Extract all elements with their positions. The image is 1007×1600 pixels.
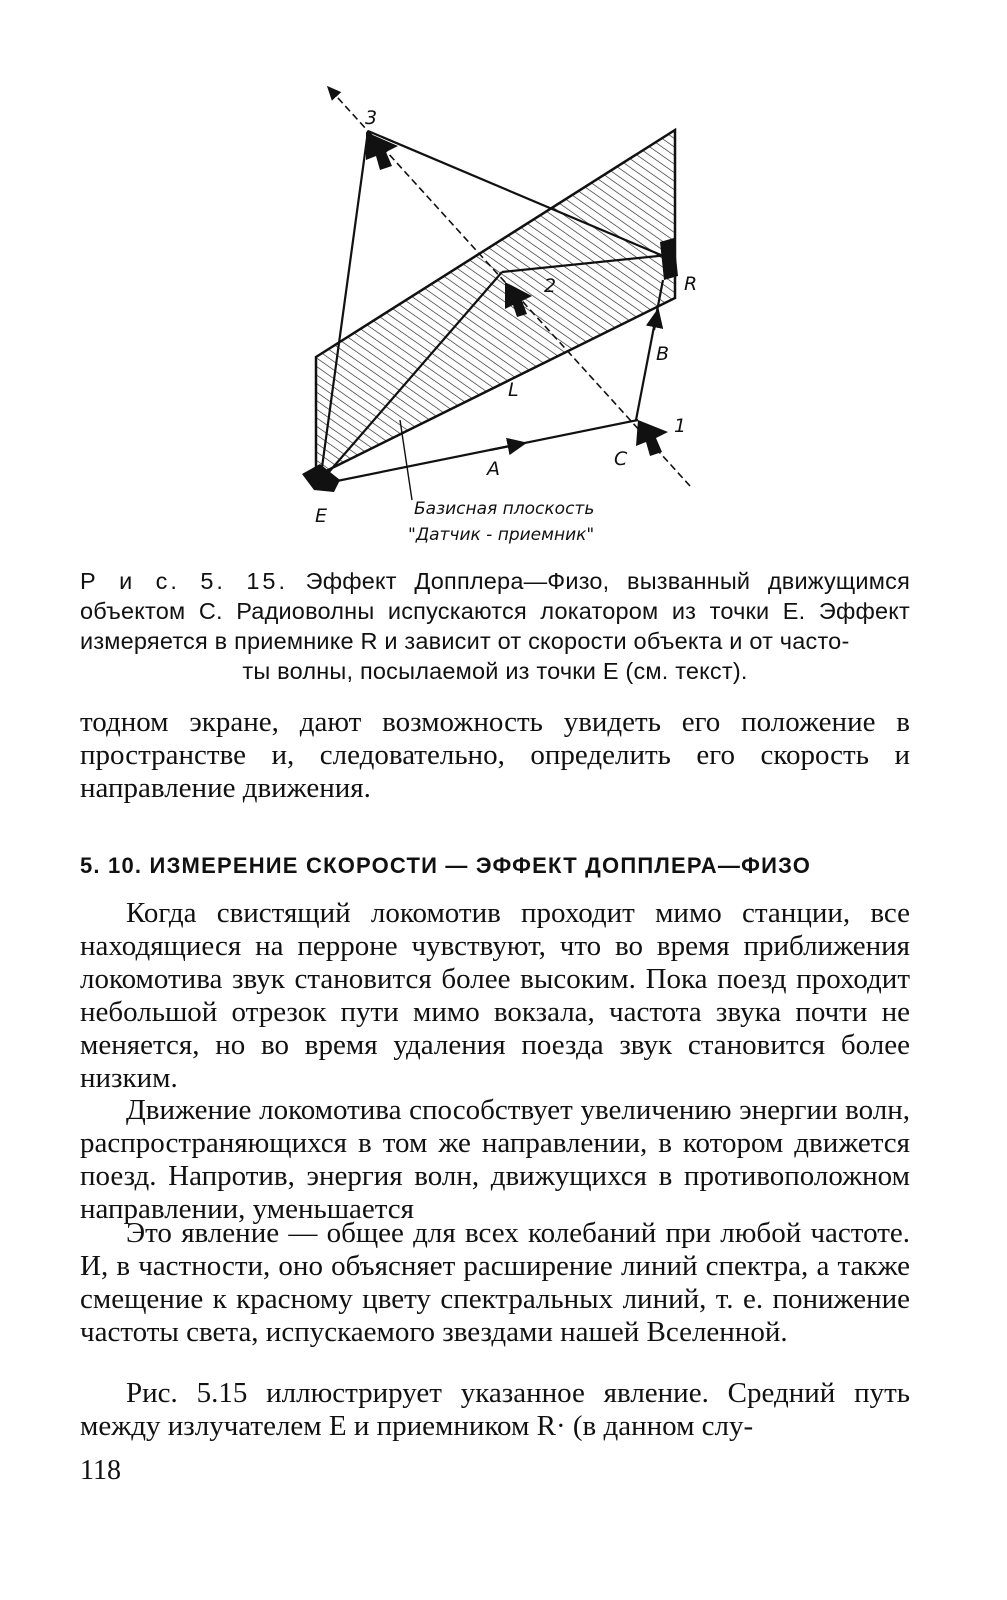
object-marker-1 [636, 420, 668, 456]
label-vector-b: B [656, 343, 670, 365]
figure-caption [80, 566, 910, 686]
caption-last-line: ты волны, посылаемой из точки Е (см. текст). [242, 658, 748, 684]
label-vector-a: A [487, 458, 500, 480]
label-vector-l: L [508, 379, 519, 401]
caption-text: Эффект Допплера—Физо, вызванный движущимся объектом С. Радиоволны испускаются локатором из точки Е. Эффект измеряется в приемнике R и зависит от скорости объекта и от часто- [80, 568, 910, 654]
paragraph-1: Когда свистящий локомотив проходит мимо станции, все находящиеся на перроне чувствуют, что во время приближения локомотива звук становится более высоким. Пока поезд проходит небольшой отрезок пути мимо вокзала, частота звука почти не меняется, но во время удаления поезда звук становится более низким. [80, 897, 910, 1094]
label-point-1: 1 [674, 415, 687, 437]
page-number: 118 [80, 1455, 121, 1486]
caption-figure-number: Р и с. 5. 15. [80, 568, 289, 594]
paragraph-4: Рис. 5.15 иллюстрирует указанное явление. Средний путь между излучателем Е и приемником R· (в данном слу- [80, 1377, 910, 1442]
label-point-r: R [684, 273, 698, 295]
label-point-3: 3 [365, 107, 378, 129]
paragraph-continued: тодном экране, дают возможность увидеть его положение в пространстве и, следовательно, определить его скорость и направление движения. [80, 706, 910, 804]
vector-a-arrow [490, 443, 525, 450]
section-heading: 5. 10. ИЗМЕРЕНИЕ СКОРОСТИ — ЭФФЕКТ ДОППЛЕРА—ФИЗО [80, 853, 812, 878]
doppler-diagram [250, 60, 750, 560]
label-point-2: 2 [544, 275, 557, 297]
label-point-e: E [315, 505, 328, 527]
base-plane-label-line2: "Датчик - приемник" [408, 525, 595, 545]
doppler-figure [250, 60, 750, 560]
paragraph-3: Это явление — общее для всех колебаний при любой частоте. И, в частности, оно объясняет расширение линий спектра, а также смещение к красному цвету спектральных линий, т. е. понижение частоты света, испускаемого звездами нашей Вселенной. [80, 1217, 910, 1348]
paragraph-2: Движение локомотива способствует увеличению энергии волн, распространяющихся в том же направлении, в котором движется поезд. Напротив, энергия волн, движущихся в противоположном направлении, уменьшается [80, 1094, 910, 1225]
label-point-c: C [614, 448, 628, 470]
base-plane-label-line1: Базисная плоскость [414, 499, 595, 519]
